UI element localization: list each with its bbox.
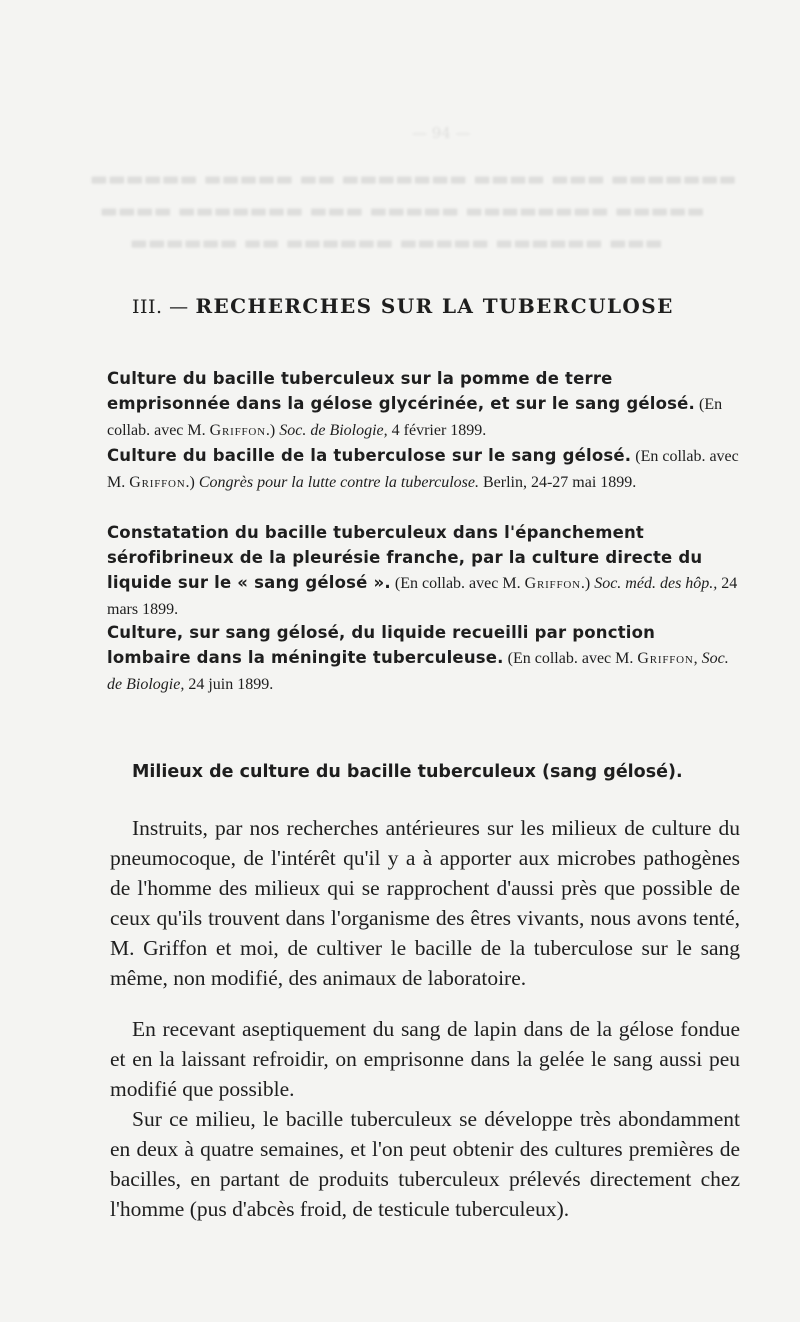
entry-ref-mid: , bbox=[693, 650, 702, 667]
entry-title: Culture du bacille tuberculeux sur la pomme de terre emprisonnée dans la gélose glycérinée, et sur le sang gélosé. bbox=[107, 369, 696, 413]
bibliography-entry bbox=[107, 443, 740, 495]
entry-journal: Soc. de Biologie, bbox=[107, 650, 729, 693]
entry-ref-prefix: (En collab. avec M. bbox=[390, 575, 525, 592]
entry-date: Berlin, 24-27 mai 1899. bbox=[478, 474, 637, 491]
bibliography-entry bbox=[107, 520, 740, 622]
entry-ref-prefix: (En collab. avec M. bbox=[503, 650, 638, 667]
section-title-text: RECHERCHES SUR LA TUBERCULOSE bbox=[195, 294, 674, 318]
entry-title: Culture du bacille de la tuberculose sur le sang gélosé. bbox=[107, 446, 632, 465]
entry-ref-mid: .) bbox=[580, 575, 595, 592]
entry-ref-prefix: (En collab. avec M. bbox=[107, 396, 723, 439]
section-number: III. — bbox=[132, 296, 189, 318]
paragraph: Instruits, par nos recherches antérieures sur les milieux de culture du pneumocoque, de l'intérêt qu'il y a à apporter aux microbes pathogènes de l'homme des milieux qui se rapprochent d'aussi près que possible de ceux qu'ils trouvent dans l'organisme des êtres vivants, nous avons tenté, M. Griffon et moi, de cultiver le bacille de la tuberculose sur le sang même, non modifié, des animaux de laboratoire. bbox=[110, 816, 740, 990]
entry-date: 24 mars 1899. bbox=[107, 575, 738, 618]
entry-ref-mid: .) bbox=[265, 422, 280, 439]
section-title bbox=[132, 294, 674, 318]
entry-author: Griffon bbox=[524, 575, 581, 592]
entry-title: Culture, sur sang gélosé, du liquide recueilli par ponction lombaire dans la méningite tuberculeuse. bbox=[107, 623, 656, 667]
entry-date: 4 février 1899. bbox=[387, 422, 487, 439]
bibliography-entry bbox=[107, 366, 740, 443]
document-page: — 94 — ▬▬▬▬▬▬ ▬▬▬▬▬ ▬▬ ▬▬▬▬▬▬▬ ▬▬▬▬ ▬▬▬ ▬▬▬▬▬▬▬ ▬▬▬▬ ▬▬▬▬▬▬▬ ▬▬▬ ▬▬▬▬▬ ▬▬▬▬▬▬▬▬ ▬▬▬▬▬ ▬▬▬▬▬▬ ▬▬ ▬▬▬▬▬▬ ▬▬▬▬▬ ▬▬▬▬▬▬ ▬▬▬ III. — RECHERCHES SUR LA TUBERCULOSE Culture du bacille tuberculeux sur la pomme de terre emprisonnée dans la gélose glycérinée, et sur le sang gélosé. (En collab. avec M. Griffon.) Soc. de Biologie, 4 février 1899. Culture du bacille de la tuberculose sur le sang gélosé. (En collab. avec M. Griffon.) Congrès pour la lutte contre la tuberculose. Berlin, 24-27 mai 1899. Constatation du bacille tuberculeux dans l'épanchement sérofibrineux de la pleurésie franche, par la culture directe du liquide sur le « sang gélosé ». (En collab. avec M. Griffon.) Soc. méd. des hôp., 24 mars 1899. Culture, sur sang gélosé, du liquide recueilli par ponction lombaire dans la méningite tuberculeuse. (En collab. avec M. Griffon, Soc. de Biologie, 24 juin 1899. Milieux de culture du bacille tuberculeux (sang gélosé). Instruits, par nos recherches antérieures sur les milieux de culture du pneumocoque, de l'intérêt qu'il y a à apporter aux microbes pathogènes de l'homme des milieux qui se rapprochent d'aussi près que possible de ceux qu'ils trouvent dans l'organisme des êtres vivants, nous avons tenté, M. Griffon et moi, de cultiver le bacille de la tuberculose sur le sang même, non modifié, des animaux de laboratoire. En recevant aseptiquement du sang de lapin dans de la gélose fondue et en la laissant refroidir, on emprisonne dans la gelée le sang aussi peu modifié que possible. Sur ce milieu, le bacille tuberculeux se développe très abondamment en deux à quatre semaines, et l'on peut obtenir des cultures premières de bacilles, en partant de produits tuberculeux prélevés directement chez l'homme (pus d'abcès froid, de testicule tuberculeux). bbox=[0, 0, 800, 1322]
entry-author: Griffon bbox=[129, 474, 186, 491]
entry-journal: Congrès pour la lutte contre la tuberculose. bbox=[198, 474, 479, 491]
entry-author: Griffon bbox=[209, 422, 266, 439]
entry-date: 24 juin 1899. bbox=[184, 676, 274, 693]
paragraph: En recevant aseptiquement du sang de lapin dans de la gélose fondue et en la laissant refroidir, on emprisonne dans la gelée le sang aussi peu modifié que possible. bbox=[110, 1017, 740, 1101]
subheading: Milieux de culture du bacille tuberculeux (sang gélosé). bbox=[132, 762, 683, 782]
entry-ref-prefix: (En collab. avec M. bbox=[107, 448, 739, 491]
entry-journal: Soc. de Biologie, bbox=[279, 422, 388, 439]
entry-title: Constatation du bacille tuberculeux dans l'épanchement sérofibrineux de la pleurésie franche, par la culture directe du liquide sur le « sang gélosé ». bbox=[107, 523, 703, 592]
paragraph: Sur ce milieu, le bacille tuberculeux se développe très abondamment en deux à quatre semaines, et l'on peut obtenir des cultures premières de bacilles, en partant de produits tuberculeux prélevés directement chez l'homme (pus d'abcès froid, de testicule tuberculeux). bbox=[110, 1107, 740, 1221]
entry-author: Griffon bbox=[637, 650, 694, 667]
entry-journal: Soc. méd. des hôp., bbox=[594, 575, 718, 592]
bibliography-entry bbox=[107, 620, 740, 697]
entry-ref-mid: .) bbox=[185, 474, 199, 491]
